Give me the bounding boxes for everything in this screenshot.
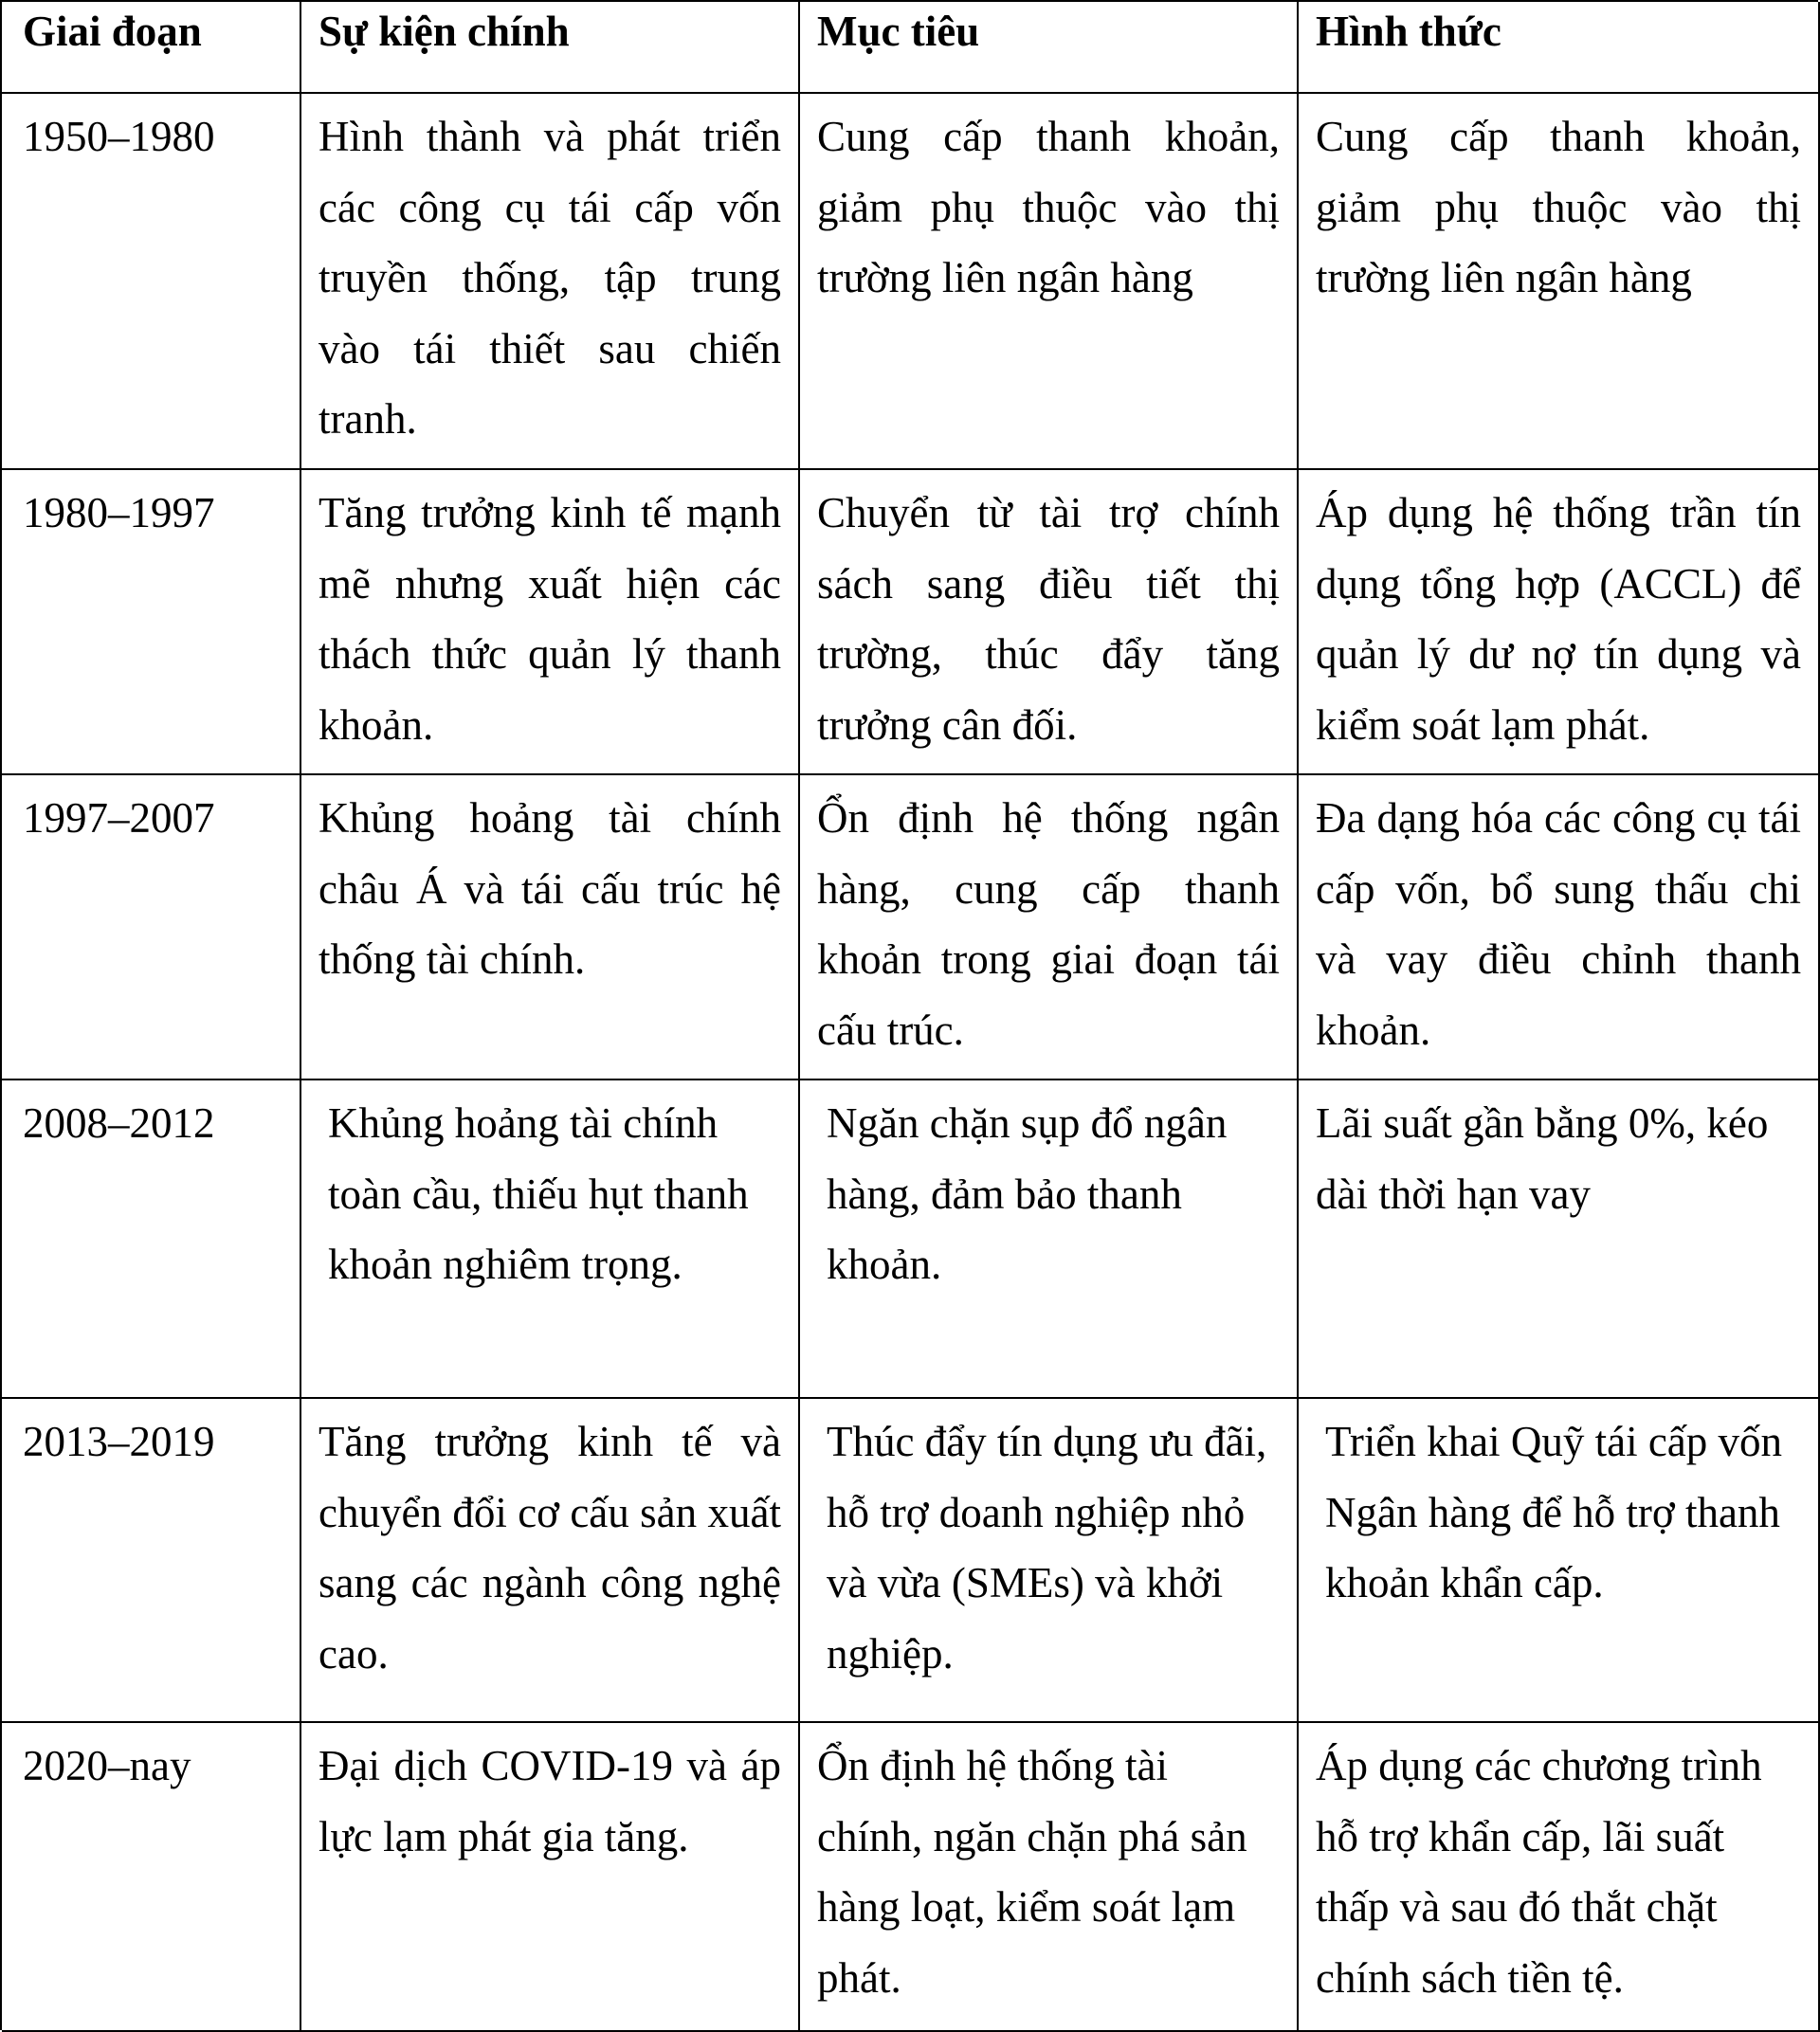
table-row-1-form: Cung cấp thanh khoản, giảm phụ thuộc vào thị trường liên ngân hàng bbox=[1299, 94, 1820, 470]
table-row-2-form: Áp dụng hệ thống trần tín dụng tổng hợp (ACCL) để quản lý dư nợ tín dụng và kiểm soát lạm phát. bbox=[1299, 470, 1820, 775]
header-goal: Mục tiêu bbox=[800, 2, 1299, 94]
table-row-3-event: Khủng hoảng tài chính châu Á và tái cấu trúc hệ thống tài chính. bbox=[301, 775, 800, 1080]
table-row-5-event: Tăng trưởng kinh tế và chuyển đổi cơ cấu sản xuất sang các ngành công nghệ cao. bbox=[301, 1399, 800, 1723]
table-row-6-goal: Ổn định hệ thống tài chính, ngăn chặn phá sản hàng loạt, kiểm soát lạm phát. bbox=[800, 1723, 1299, 2032]
header-period: Giai đoạn bbox=[2, 2, 301, 94]
table-row-2-period: 1980–1997 bbox=[2, 470, 301, 775]
header-form: Hình thức bbox=[1299, 2, 1820, 94]
table-row-2-goal: Chuyển từ tài trợ chính sách sang điều tiết thị trường, thúc đẩy tăng trưởng cân đối. bbox=[800, 470, 1299, 775]
table-row-6-form: Áp dụng các chương trình hỗ trợ khẩn cấp, lãi suất thấp và sau đó thắt chặt chính sách tiền tệ. bbox=[1299, 1723, 1820, 2032]
table-row-1-goal: Cung cấp thanh khoản, giảm phụ thuộc vào thị trường liên ngân hàng bbox=[800, 94, 1299, 470]
table-row-5-goal: Thúc đẩy tín dụng ưu đãi, hỗ trợ doanh nghiệp nhỏ và vừa (SMEs) và khởi nghiệp. bbox=[800, 1399, 1299, 1723]
table-row-5-form: Triển khai Quỹ tái cấp vốn Ngân hàng để hỗ trợ thanh khoản khẩn cấp. bbox=[1299, 1399, 1820, 1723]
table-row-3-period: 1997–2007 bbox=[2, 775, 301, 1080]
header-main-event: Sự kiện chính bbox=[301, 2, 800, 94]
table-row-3-goal: Ổn định hệ thống ngân hàng, cung cấp thanh khoản trong giai đoạn tái cấu trúc. bbox=[800, 775, 1299, 1080]
table-row-5-period: 2013–2019 bbox=[2, 1399, 301, 1723]
table-row-1-event: Hình thành và phát triển các công cụ tái cấp vốn truyền thống, tập trung vào tái thiết sau chiến tranh. bbox=[301, 94, 800, 470]
table-row-4-form: Lãi suất gần bằng 0%, kéo dài thời hạn vay bbox=[1299, 1080, 1820, 1399]
table-row-1-period: 1950–1980 bbox=[2, 94, 301, 470]
table-row-6-period: 2020–nay bbox=[2, 1723, 301, 2032]
table-row-6-event: Đại dịch COVID-19 và áp lực lạm phát gia tăng. bbox=[301, 1723, 800, 2032]
table-row-2-event: Tăng trưởng kinh tế mạnh mẽ nhưng xuất hiện các thách thức quản lý thanh khoản. bbox=[301, 470, 800, 775]
table-row-4-period: 2008–2012 bbox=[2, 1080, 301, 1399]
table-row-4-goal: Ngăn chặn sụp đổ ngân hàng, đảm bảo thanh khoản. bbox=[800, 1080, 1299, 1399]
table-row-4-event: Khủng hoảng tài chính toàn cầu, thiếu hụt thanh khoản nghiêm trọng. bbox=[301, 1080, 800, 1399]
table-row-3-form: Đa dạng hóa các công cụ tái cấp vốn, bổ sung thấu chi và vay điều chỉnh thanh khoản. bbox=[1299, 775, 1820, 1080]
